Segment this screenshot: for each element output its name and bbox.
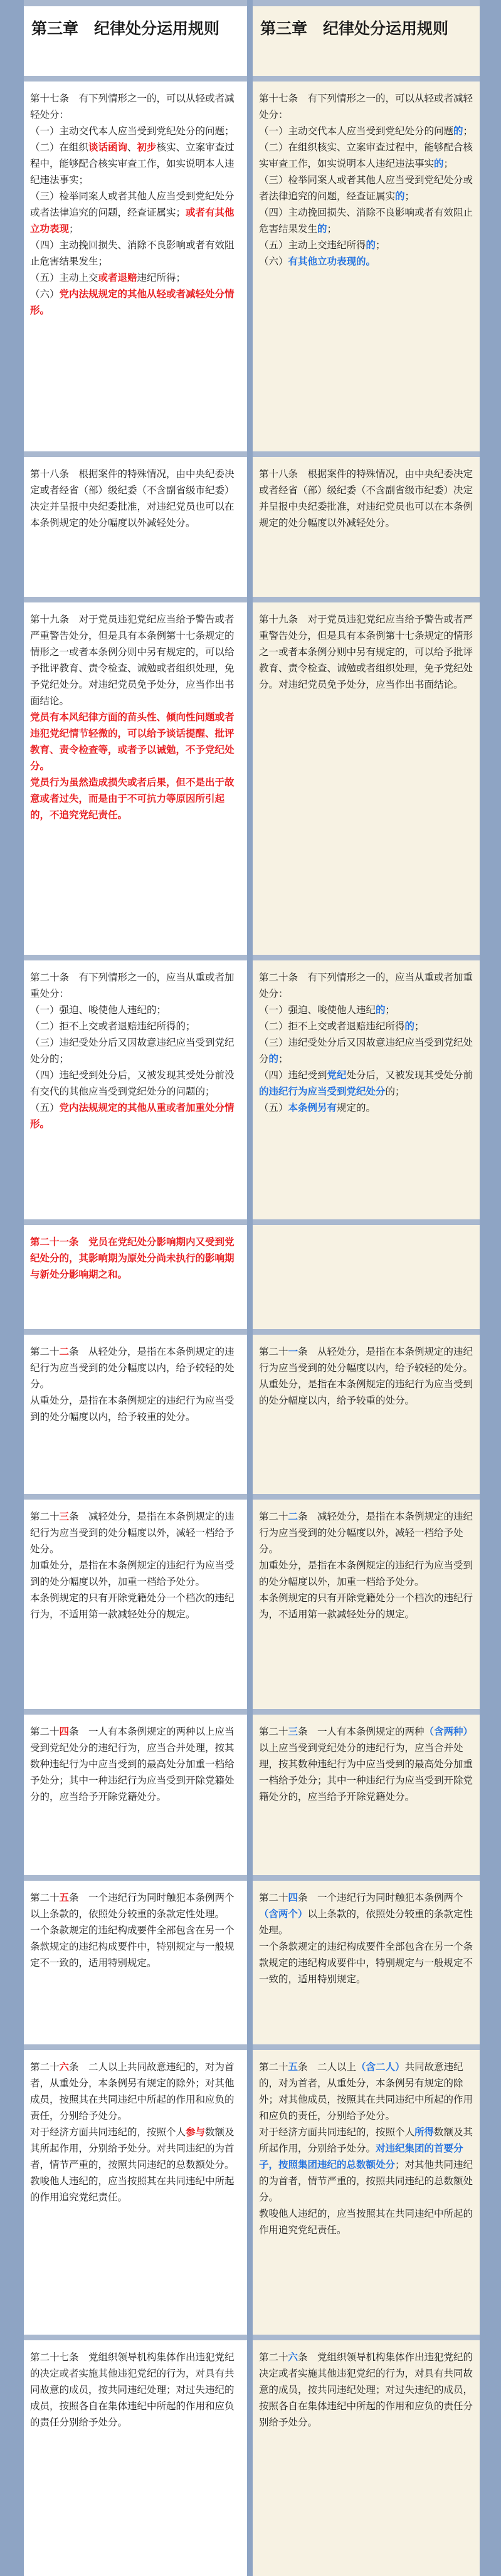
- clause-paragraph: [30, 139, 241, 188]
- clause-paragraph: [259, 172, 473, 204]
- clause-text: ；: [463, 125, 473, 137]
- clause-paragraph: [259, 139, 473, 172]
- clause-text: 第二十: [259, 2061, 288, 2073]
- removed-text: 一: [288, 1346, 298, 1357]
- clause-paragraph: [259, 237, 473, 253]
- removed-text: （含二人）: [356, 2061, 405, 2073]
- removed-text: 的: [376, 1004, 386, 1016]
- clause-paragraph: [30, 774, 241, 823]
- clause-paragraph: [259, 204, 473, 237]
- added-text: 谈话函询: [88, 142, 128, 153]
- article-cell: [24, 457, 247, 597]
- added-text: 参与: [186, 2127, 206, 2138]
- clause-paragraph: [30, 2173, 241, 2205]
- article-cell: [24, 1715, 247, 1875]
- clause-paragraph: [30, 1723, 241, 1805]
- header-cell-original: [253, 6, 480, 76]
- clause-paragraph: [30, 1234, 241, 1283]
- clause-paragraph: [30, 1018, 241, 1034]
- clause-paragraph: [259, 2124, 473, 2205]
- clause-text: （一）主动交代本人应当受到党纪处分的问题；: [30, 125, 235, 137]
- clause-text: 第二十七条 党组织领导机构集体作出违犯党纪的决定或者实施其他违犯党纪的行为，对具有共同故意的成员，按共同违纪处理；对过失违纪的成员，按照各自在集体违纪中所起的作用和应负的责任分别给予处分。: [30, 2352, 235, 2428]
- removed-text: 党纪: [327, 1070, 347, 1081]
- clause-paragraph: [259, 90, 473, 123]
- article-cell: [253, 2340, 480, 2576]
- clause-paragraph: [259, 1376, 473, 1409]
- removed-text: 的: [395, 191, 405, 202]
- clause-text: ；: [327, 223, 337, 234]
- clause-text: 第二十: [259, 1892, 288, 1903]
- added-text: 或者有其他立功表现: [30, 207, 235, 234]
- added-text: 六: [59, 2061, 70, 2073]
- clause-text: ；: [69, 223, 79, 234]
- article-cell: [24, 1881, 247, 2044]
- article-cell: [24, 1500, 247, 1709]
- article-cell: [253, 81, 480, 451]
- clause-paragraph: [259, 1890, 473, 1938]
- clause-text: （二）拒不上交或者退赔违纪所得的；: [30, 1021, 196, 1032]
- clause-text: （二）在组织: [30, 142, 89, 153]
- clause-paragraph: [30, 466, 241, 531]
- clause-text: 第二十: [30, 1346, 60, 1357]
- added-text: 党员有本风纪律方面的苗头性、倾向性问题或者违犯党纪情节轻微的，可以给予谈话提醒、批评教育、责令检查等，或者予以诫勉，不予党纪处分。: [30, 712, 235, 772]
- clause-text: 条 党组织领导机构集体作出违犯党纪的决定或者实施其他违犯党纪的行为，对具有共同故意的成员，按共同违纪处理；对过失违纪的成员，按照各自在集体违纪中所起的作用和应负的责任分别给予处分。: [259, 2352, 473, 2428]
- added-text: 党内法规规定的其他从重或者加重处分情形。: [30, 1102, 235, 1130]
- clause-text: ；: [414, 1021, 425, 1032]
- clause-text: 加重处分，是指在本条例规定的违纪行为应当受到的处分幅度以外，加重一档给予处分。: [30, 1560, 235, 1587]
- clause-text: 条 从轻处分，是指在本条例规定的违纪行为应当受到的处分幅度以内，给予较轻的处分。: [30, 1346, 235, 1390]
- clause-paragraph: [259, 2059, 473, 2124]
- clause-text: 违纪所得；: [137, 272, 186, 283]
- clause-text: 共同故意违纪的，对为首者，从重处分，本条例另有规定的除外；对其他成员，按照其在共同违纪中所起的作用和应负的责任，分别给予处分。: [259, 2061, 473, 2121]
- clause-text: 一个条款规定的违纪构成要件全部包含在另一个条款规定的违纪构成要件中，特别规定与一般规定不一致的，适用特别规定。: [259, 1941, 473, 1985]
- clause-text: 条 一个违纪行为同时触犯本条例两个: [298, 1892, 463, 1903]
- clause-paragraph: [30, 1590, 241, 1622]
- clause-paragraph: [259, 1067, 473, 1100]
- clause-text: 第十八条 根据案件的特殊情况，由中央纪委决定或者经省（部）级纪委（不含副省级市纪委）决定并呈报中央纪委批准，对违纪党员也可以在本条例规定的处分幅度以外减轻处分。: [30, 468, 235, 528]
- removed-text: 本条例另有: [288, 1102, 337, 1113]
- clause-paragraph: [259, 2205, 473, 2238]
- article-cell: [24, 602, 247, 955]
- clause-text: （四）违纪受到处分后，又被发现其受处分前没有交代的其他应当受到党纪处分的问题的；: [30, 1070, 235, 1097]
- clause-text: （五）主动上交: [30, 272, 98, 283]
- clause-text: （三）检举同案人或者其他人应当受到党纪处分或者法律追究的问题，经查证属实: [259, 174, 473, 202]
- clause-text: 的；: [385, 1086, 405, 1097]
- clause-text: （一）强迫、唆使他人违纪: [259, 1004, 376, 1016]
- article-cell: [253, 1335, 480, 1494]
- clause-paragraph: [30, 1002, 241, 1018]
- article-cell: [253, 602, 480, 955]
- clause-text: 第十八条 根据案件的特殊情况，由中央纪委决定或者经省（部）级纪委（不含副省级市纪委）决定并呈报中央纪委批准，对违纪党员也可以在本条例规定的处分幅度以外减轻处分。: [259, 468, 473, 528]
- added-text: 四: [59, 1726, 70, 1737]
- clause-paragraph: [259, 1590, 473, 1622]
- clause-text: 条 二人以上: [298, 2061, 357, 2073]
- clause-text: （三）违纪受处分后又因故意违纪应当受到党纪处分的；: [30, 1037, 235, 1065]
- clause-text: （一）主动交代本人应当受到党纪处分的问题: [259, 125, 454, 137]
- removed-text: 五: [288, 2061, 298, 2073]
- clause-paragraph: [30, 270, 241, 286]
- clause-text: 第二十条 有下列情形之一的，应当从重或者加重处分：: [30, 972, 235, 999]
- clause-text: ；: [443, 158, 454, 169]
- clause-text: （五）: [259, 1102, 288, 1113]
- clause-paragraph: [259, 1100, 473, 1116]
- column-original: [253, 0, 480, 2576]
- chapter-title: 第三章 纪律处分运用规则: [31, 19, 220, 38]
- clause-text: （二）拒不上交或者退赔违纪所得: [259, 1021, 405, 1032]
- clause-text: （四）主动挽回损失、消除不良影响或者有效阻止危害结果发生: [259, 207, 473, 234]
- clause-text: ；: [385, 1004, 396, 1016]
- clause-text: 从重处分，是指在本条例规定的违纪行为应当受到的处分幅度以内，给予较重的处分。: [259, 1379, 473, 1406]
- article-cell: [24, 81, 247, 451]
- clause-paragraph: [30, 90, 241, 123]
- removed-text: 的: [268, 1053, 279, 1065]
- clause-text: 本条例规定的只有开除党籍处分一个档次的违纪行为，不适用第一款减轻处分的规定。: [30, 1592, 235, 1620]
- article-cell: [24, 1225, 247, 1329]
- added-text: 第二十一条 党员在党纪处分影响期内又受到党纪处分的，其影响期为原处分尚未执行的影响期与新处分影响期之和。: [30, 1236, 235, 1280]
- removed-text: 的: [317, 223, 327, 234]
- article-cell: [253, 457, 480, 597]
- clause-paragraph: [30, 611, 241, 709]
- clause-text: 第十九条 对于党员违犯党纪应当给予警告或者严重警告处分，但是具有本条例第十七条规定的情形之一或者本条例分则中另有规定的，可以给予批评教育、责令检查、诫勉或者组织处理，免予党纪处分。对违纪党员免予处分，应当作出书面结论。: [30, 614, 235, 707]
- clause-paragraph: [30, 2124, 241, 2173]
- article-cell: [24, 2050, 247, 2335]
- clause-paragraph: [30, 286, 241, 318]
- clause-paragraph: [259, 1938, 473, 1987]
- clause-paragraph: [259, 1508, 473, 1557]
- clause-text: 第二十: [30, 1892, 60, 1903]
- article-cell: [253, 1881, 480, 2044]
- added-text: 三: [59, 1511, 70, 1522]
- removed-text: 的: [453, 125, 463, 137]
- clause-text: 规定的。: [337, 1102, 376, 1113]
- clause-text: 条 减轻处分，是指在本条例规定的违纪行为应当受到的处分幅度以外，减轻一档给予处分。: [30, 1511, 235, 1555]
- added-text: 五: [59, 1892, 70, 1903]
- clause-text: 数额及其所起作用，分别给予处分。对共同违纪的为首者，情节严重的，按照共同违纪的总数额处分。: [30, 2127, 235, 2170]
- clause-paragraph: [30, 1034, 241, 1067]
- article-cell: [253, 960, 480, 1219]
- clause-paragraph: [259, 611, 473, 693]
- clause-text: 数额及其所起作用，分别给予处分。: [259, 2127, 473, 2154]
- clause-text: 对于经济方面共同违纪的，按照个人: [259, 2127, 415, 2138]
- clause-paragraph: [30, 1343, 241, 1392]
- clause-paragraph: [259, 1723, 473, 1805]
- clause-text: ；: [376, 239, 386, 251]
- header-cell-revised: [24, 6, 247, 76]
- clause-paragraph: [30, 1508, 241, 1557]
- clause-text: 第二十条 有下列情形之一的，应当从重或者加重处分：: [259, 972, 473, 999]
- removed-text: （含两个）: [259, 1908, 308, 1920]
- clause-text: 以上应当受到党纪处分的违纪行为，应当合并处理，按其数种违纪行为中应当受到的最高处分加重一档给予处分；其中一种违纪行为应当受到开除党籍处分的，应当给予开除党籍处分。: [259, 1742, 473, 1802]
- clause-paragraph: [259, 253, 473, 270]
- clause-paragraph: [30, 2349, 241, 2431]
- clause-paragraph: [30, 1100, 241, 1132]
- added-text: 二: [59, 1346, 70, 1357]
- clause-text: 第二十: [259, 1726, 288, 1737]
- clause-text: （六）: [30, 288, 60, 300]
- removed-text: 对违纪集团的首要分子，按照集团违纪的总数额处分: [259, 2143, 463, 2170]
- clause-text: （一）强迫、唆使他人违纪的；: [30, 1004, 167, 1016]
- article-cell: [24, 1335, 247, 1494]
- clause-text: 从重处分，是指在本条例规定的违纪行为应当受到的处分幅度以内，给予较重的处分。: [30, 1395, 235, 1422]
- clause-text: 条 一个违纪行为同时触犯本条例两个以上条款的，依照处分较重的条款定性处理。: [30, 1892, 235, 1920]
- clause-text: 条 从轻处分，是指在本条例规定的违纪行为应当受到的处分幅度以内，给予较轻的处分。: [259, 1346, 473, 1374]
- clause-text: 处分后，又被发现其受处分前: [346, 1070, 473, 1081]
- removed-text: 的: [366, 239, 376, 251]
- clause-text: 以上条款的，依照处分较重的条款定性处理。: [259, 1908, 473, 1936]
- clause-paragraph: [30, 123, 241, 139]
- clause-paragraph: [30, 1922, 241, 1971]
- clause-paragraph: [259, 1557, 473, 1590]
- clause-paragraph: [259, 1343, 473, 1376]
- clause-text: 第二十: [30, 1726, 60, 1737]
- removed-text: 的: [404, 1021, 415, 1032]
- clause-paragraph: [259, 1018, 473, 1034]
- clause-text: ；对其他共同违纪的为首者，情节严重的，按照共同违纪的总数额处分。: [259, 2159, 473, 2203]
- added-text: 初步: [137, 142, 157, 153]
- clause-paragraph: [30, 1392, 241, 1425]
- clause-text: 第二十: [259, 1346, 288, 1357]
- clause-text: 第十九条 对于党员违犯党纪应当给予警告或者严重警告处分，但是具有本条例第十七条规定的情形之一或者本条例分则中另有规定的，可以给予批评教育、责令检查、诫勉或者组织处理，免予党纪处分。对违纪党员免予处分，应当作出书面结论。: [259, 614, 473, 690]
- clause-paragraph: [259, 1034, 473, 1067]
- clause-paragraph: [30, 1557, 241, 1590]
- clause-text: （五）主动上交违纪所得: [259, 239, 366, 251]
- clause-text: ；: [404, 191, 415, 202]
- clause-text: （六）: [259, 256, 288, 267]
- removed-text: 二: [288, 1511, 298, 1522]
- clause-paragraph: [30, 709, 241, 774]
- column-revised: [24, 0, 247, 2576]
- article-cell: [253, 1715, 480, 1875]
- clause-paragraph: [30, 1067, 241, 1100]
- article-cell: [24, 960, 247, 1219]
- article-cell: [253, 1500, 480, 1709]
- clause-text: 教唆他人违纪的，应当按照其在共同违纪中所起的作用追究党纪责任。: [30, 2175, 235, 2203]
- added-text: 党内法规规定的其他从轻或者减轻处分情形。: [30, 288, 235, 316]
- clause-text: 对于经济方面共同违纪的，按照个人: [30, 2127, 186, 2138]
- clause-text: 第十七条 有下列情形之一的，可以从轻或者减轻处分：: [259, 93, 473, 120]
- clause-text: ；: [278, 1053, 288, 1065]
- clause-text: 条 一人有本条例规定的两种以上应当受到党纪处分的违纪行为，应当合并处理，按其数种违纪行为中应当受到的最高处分加重一档给予处分；其中一种违纪行为应当受到开除党籍处分的，应当给予开除党籍处分。: [30, 1726, 235, 1802]
- removed-text: 六: [288, 2352, 298, 2363]
- clause-text: （三）违纪受处分后又因故意违纪应当受到党纪处分: [259, 1037, 473, 1065]
- clause-text: 条 二人以上共同故意违纪的，对为首者，从重处分，本条例另有规定的除外；对其他成员，按照其在共同违纪中所起的作用和应负的责任，分别给予处分。: [30, 2061, 235, 2121]
- added-text: 或者退赔: [98, 272, 137, 283]
- article-cell-empty: [253, 1225, 480, 1329]
- clause-text: （三）检举同案人或者其他人应当受到党纪处分或者法律追究的问题，经查证属实；: [30, 191, 235, 218]
- clause-text: 第二十: [259, 1511, 288, 1522]
- removed-text: 的: [434, 158, 444, 169]
- clause-paragraph: [259, 466, 473, 531]
- clause-paragraph: [259, 2349, 473, 2431]
- clause-text: 条 减轻处分，是指在本条例规定的违纪行为应当受到的处分幅度以外，减轻一档给予处分。: [259, 1511, 473, 1555]
- clause-text: 教唆他人违纪的，应当按照其在共同违纪中所起的作用追究党纪责任。: [259, 2208, 473, 2236]
- clause-paragraph: [259, 123, 473, 139]
- clause-paragraph: [259, 969, 473, 1002]
- removed-text: 的违纪行为应当受到党纪处分: [259, 1086, 386, 1097]
- clause-paragraph: [30, 237, 241, 270]
- added-text: 党员行为虽然造成损失或者后果，但不是出于故意或者过失，而是由于不可抗力等原因所引起的，不追究党纪责任。: [30, 777, 235, 821]
- clause-text: 加重处分，是指在本条例规定的违纪行为应当受到的处分幅度以外，加重一档给予处分。: [259, 1560, 473, 1587]
- clause-text: 第二十: [30, 1511, 60, 1522]
- removed-text: 三: [288, 1726, 298, 1737]
- clause-text: （四）违纪受到: [259, 1070, 327, 1081]
- clause-paragraph: [30, 188, 241, 237]
- article-cell: [253, 2050, 480, 2335]
- clause-text: 条 一人有本条例规定的两种: [298, 1726, 425, 1737]
- clause-text: 、: [127, 142, 137, 153]
- clause-paragraph: [259, 1002, 473, 1018]
- clause-text: 第十七条 有下列情形之一的，可以从轻或者减轻处分：: [30, 93, 235, 120]
- article-cell: [24, 2340, 247, 2576]
- clause-text: （二）在组织核实、立案审查过程中，能够配合核实审查工作，如实说明本人违纪违法事实: [259, 142, 473, 169]
- chapter-title: 第三章 纪律处分运用规则: [260, 19, 449, 38]
- clause-paragraph: [30, 2059, 241, 2124]
- clause-paragraph: [30, 969, 241, 1002]
- removed-text: 有其他立功表现的。: [288, 256, 376, 267]
- removed-text: 四: [288, 1892, 298, 1903]
- clause-paragraph: [30, 1890, 241, 1922]
- clause-text: 本条例规定的只有开除党籍处分一个档次的违纪行为，不适用第一款减轻处分的规定。: [259, 1592, 473, 1620]
- clause-text: 核实、立案审查过程中，能够配合核实审查工作，如实说明本人违纪违法事实；: [30, 142, 235, 186]
- clause-text: 一个条款规定的违纪构成要件全部包含在另一个条款规定的违纪构成要件中，特别规定与一般规定不一致的，适用特别规定。: [30, 1925, 235, 1969]
- clause-text: （四）主动挽回损失、消除不良影响或者有效阻止危害结果发生；: [30, 239, 235, 267]
- clause-text: （五）: [30, 1102, 60, 1113]
- removed-text: 所得: [414, 2127, 435, 2138]
- removed-text: （含两种）: [424, 1726, 473, 1737]
- clause-text: 第二十: [30, 2061, 60, 2073]
- clause-text: 第二十: [259, 2352, 288, 2363]
